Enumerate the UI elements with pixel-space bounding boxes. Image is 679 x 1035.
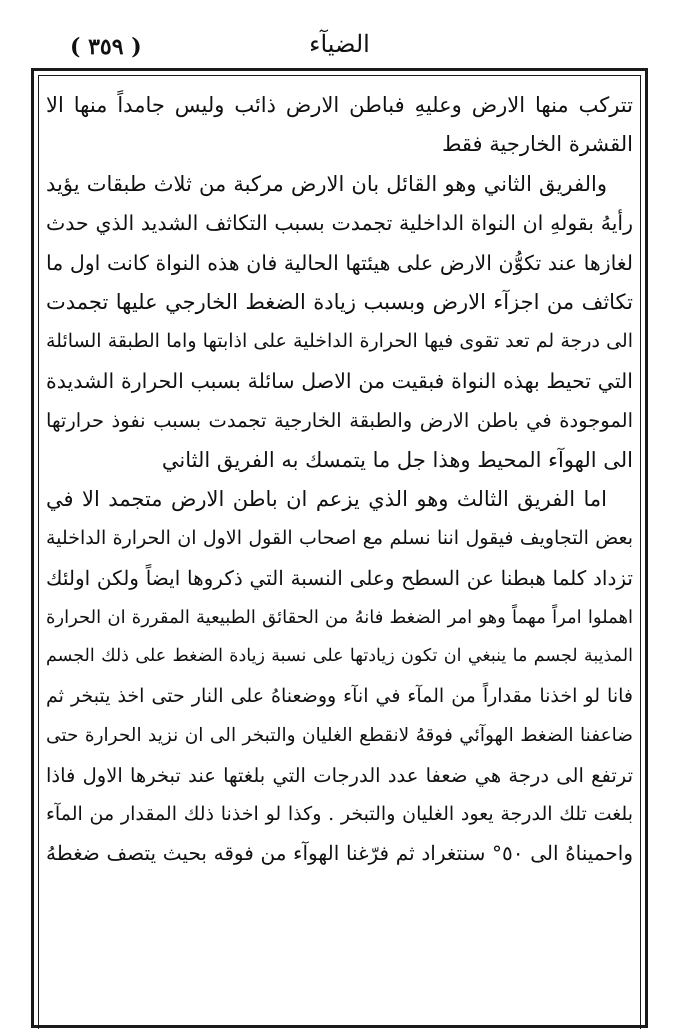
page-number: ( ٣٥٩ ): [70, 34, 142, 60]
text-line: رأيهُ بقولهِ ان النواة الداخلية تجمدت بسبب التكاثف الشديد الذي حدث: [46, 211, 633, 236]
text-line: واحميناهُ الى ٥٠° سنتغراد ثم فرّغنا الهوآء من فوقه بحيث يتصف ضغطهُ: [46, 841, 633, 866]
body-text: [46, 86, 633, 874]
text-line: القشرة الخارجية فقط: [441, 132, 633, 157]
text-line: ترتفع الى درجة هي ضعفا عدد الدرجات التي بلغتها عند تبخرها الاول فاذا: [46, 763, 633, 787]
text-line: بلغت تلك الدرجة يعود الغليان والتبخر . وكذا لو اخذنا ذلك المقدار من المآء: [46, 803, 633, 826]
page-header: [24, 26, 655, 66]
text-line: الموجودة في باطن الارض والطبقة الخارجية تجمدت بسبب نفوذ حرارتها: [46, 409, 633, 433]
text-line: فانا لو اخذنا مقداراً من المآء في انآء ووضعناهُ على النار حتى اخذ يتبخر ثم: [46, 684, 633, 707]
text-line: الى درجة لم تعد تقوى فيها الحرارة الداخلية على اذابتها واما الطبقة السائلة: [46, 330, 633, 353]
text-line: التي تحيط بهذه النواة فبقيت من الاصل سائلة بسبب الحرارة الشديدة: [46, 368, 633, 393]
text-line: المذيبة لجسم ما ينبغي ان تكون زيادتها على نسبة زيادة الضغط على ذلك الجسم: [46, 646, 633, 667]
text-line: تكاثف من اجزآء الارض وبسبب زيادة الضغط الخارجي عليها تجمدت: [46, 289, 633, 314]
text-line: اما الفريق الثالث وهو الذي يزعم ان باطن الارض متجمد الا في: [46, 486, 607, 511]
text-line: والفريق الثاني وهو القائل بان الارض مركبة من ثلاث طبقات يؤيد: [46, 171, 607, 196]
running-title: الضيآء: [309, 30, 370, 58]
text-line: بعض التجاويف فيقول اننا نسلم مع اصحاب القول الاول ان الحرارة الداخلية: [46, 527, 633, 550]
text-line: اهملوا امراً مهماً وهو امر الضغط فانهُ من الحقائق الطبيعية المقررة ان الحرارة: [46, 607, 633, 629]
text-line: تتركب منها الارض وعليهِ فباطن الارض ذائب وليس جامداً منها الا: [46, 93, 633, 117]
text-line: ضاعفنا الضغط الهوآئي فوقهُ لانقطع الغليان والتبخر الى ان نزيد الحرارة حتى: [46, 725, 633, 747]
text-line: الى الهوآء المحيط وهذا جل ما يتمسك به الفريق الثاني: [161, 447, 633, 472]
text-line: تزداد كلما هبطنا عن السطح وعلى النسبة التي ذكروها ايضاً ولكن اولئك: [46, 565, 633, 590]
text-line: لغازها عند تكوُّن الارض على هيئتها الحالية فان هذه النواة كانت اول ما: [46, 250, 633, 275]
